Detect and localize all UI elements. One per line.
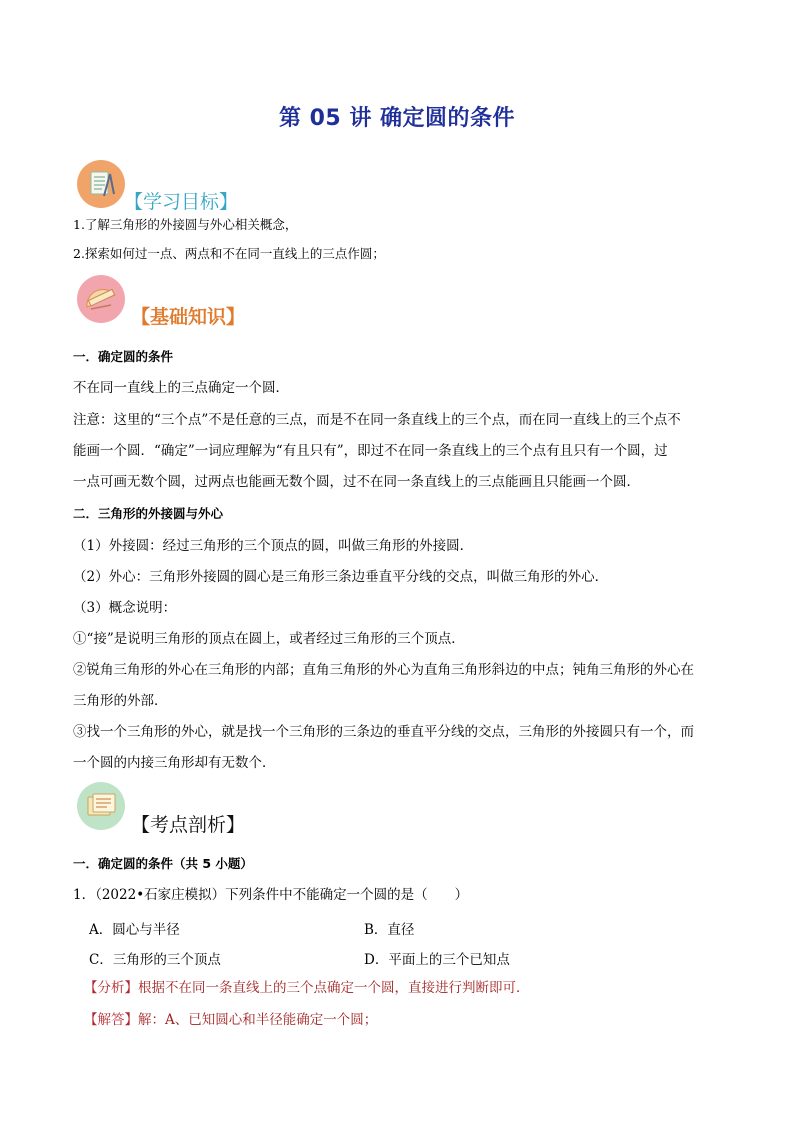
basics-part2-line: 一个圆的内接三角形却有无数个． <box>73 755 276 771</box>
analysis-text: 根据不在同一条直线上的三个点确定一个圆，直接进行判断即可． <box>138 980 530 996</box>
analysis-line <box>84 979 530 997</box>
basics-part1-line: 能画一个圆．“确定”一词应理解为“有且只有”，即过不在同一条直线上的三个点有且只有一个圆，过 <box>73 443 668 459</box>
option-c: C．三角形的三个顶点 <box>89 952 221 968</box>
basics-part2-line: 三角形的外部． <box>73 693 168 709</box>
basics-part2-line: ②锐角三角形的外心在三角形的内部；直角三角形的外心为直角三角形斜边的中点；钝角三角形的外心在 <box>73 662 694 678</box>
basics-part1-line: 一点可画无数个圆，过两点也能画无数个圆，过不在同一条直线上的三点能画且只能画一个圆． <box>73 474 640 490</box>
basics-part2-line: （2）外心：三角形外接圆的圆心是三角形三条边垂直平分线的交点，叫做三角形的外心． <box>73 569 609 585</box>
goals-heading: 【学习目标】 <box>124 191 239 213</box>
protractor-ruler-icon <box>77 275 125 323</box>
basics-part1-title: 一．确定圆的条件 <box>73 349 174 364</box>
answer-line <box>84 1011 377 1029</box>
analysis-heading: 【考点剖析】 <box>131 814 246 836</box>
basics-part2-line: ③找一个三角形的外心，就是找一个三角形的三条边的垂直平分线的交点，三角形的外接圆只有一个，而 <box>73 724 694 740</box>
option-b: B．直径 <box>364 922 415 938</box>
question-1: 1．（2022•石家庄模拟）下列条件中不能确定一个圆的是（ ） <box>73 887 469 903</box>
page-title: 第 05 讲 确定圆的条件 <box>278 106 516 131</box>
basics-heading: 【基础知识】 <box>131 306 246 328</box>
option-d: D．平面上的三个已知点 <box>364 952 510 968</box>
answer-tag: 【解答】 <box>84 1012 138 1028</box>
notebook-pencil-icon <box>77 160 125 208</box>
papers-icon <box>77 782 125 830</box>
basics-part2-title: 二．三角形的外接圆与外心 <box>73 506 224 521</box>
basics-part2-line: （1）外接圆：经过三角形的三个顶点的圆，叫做三角形的外接圆． <box>73 538 474 554</box>
goal-item-2: 2.探索如何过一点、两点和不在同一直线上的三点作圆； <box>73 246 385 261</box>
basics-part1-line: 不在同一直线上的三点确定一个圆． <box>73 380 289 396</box>
analysis-part-title: 一．确定圆的条件（共 5 小题） <box>73 856 253 871</box>
basics-part1-line: 注意：这里的“三个点”不是任意的三点，而是不在同一条直线上的三个点，而在同一直线上的三个点不 <box>73 412 681 428</box>
analysis-tag: 【分析】 <box>84 980 138 996</box>
basics-part2-line: ①“接”是说明三角形的顶点在圆上，或者经过三角形的三个顶点． <box>73 631 465 647</box>
basics-part2-line: （3）概念说明： <box>73 600 177 616</box>
option-a: A．圆心与半径 <box>89 922 180 938</box>
answer-text: 解：A、已知圆心和半径能确定一个圆； <box>138 1012 378 1028</box>
goal-item-1: 1.了解三角形的外接圆与外心相关概念， <box>73 217 298 232</box>
